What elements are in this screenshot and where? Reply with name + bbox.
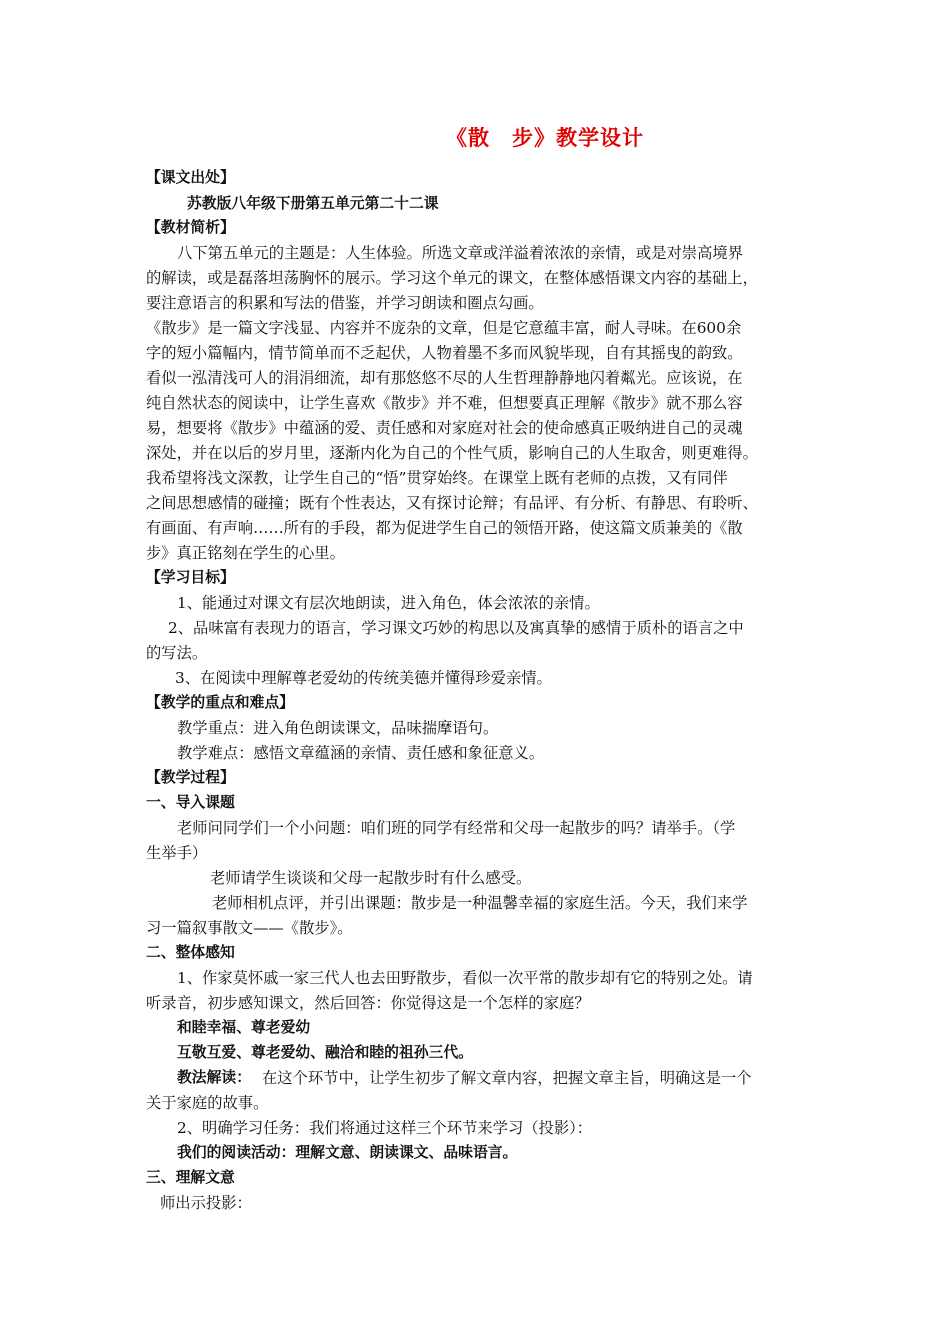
text-line: 师出示投影： xyxy=(160,1194,252,1212)
section-heading: 三、理解文意 xyxy=(146,1169,235,1186)
text-line: 的解读，或是磊落坦荡胸怀的展示。学习这个单元的课文，在整体感悟课文内容的基础上， xyxy=(146,269,758,287)
text-line: 老师相机点评，并引出课题：散步是一种温馨幸福的家庭生活。今天，我们来学 xyxy=(212,894,748,912)
text-line: 生举手） xyxy=(146,844,208,862)
section-heading: 我们的阅读活动：理解文意、朗读课文、品味语言。 xyxy=(177,1144,518,1161)
text-line: 易，想要将《散步》中蕴涵的爱、责任感和对家庭对社会的使命感真正吸纳进自己的灵魂 xyxy=(146,419,743,437)
text-line: 《散步》是一篇文字浅显、内容并不庞杂的文章，但是它意蕴丰富，耐人寻味。在600余 xyxy=(146,319,742,337)
section-heading: 互敬互爱、尊老爱幼、融洽和睦的祖孙三代。 xyxy=(177,1044,473,1061)
text-line: 关于家庭的故事。 xyxy=(146,1094,269,1112)
method-label: 教法解读： xyxy=(177,1069,251,1086)
text-line: 3、在阅读中理解尊老爱幼的传统美德并懂得珍爱亲情。 xyxy=(175,669,552,687)
text-line: 2、品味富有表现力的语言，学习课文巧妙的构思以及寓真挚的感情于质朴的语言之中 xyxy=(168,619,744,637)
text-line: 看似一泓清浅可人的涓涓细流，却有那悠悠不尽的人生哲理静静地闪着粼光。应该说，在 xyxy=(146,369,743,387)
section-heading: 【课文出处】 xyxy=(146,169,235,186)
section-heading: 二、整体感知 xyxy=(146,944,235,961)
section-heading: 【教学过程】 xyxy=(146,769,235,786)
section-heading: 和睦幸福、尊老爱幼 xyxy=(177,1019,311,1036)
section-heading: 【教材简析】 xyxy=(146,219,235,236)
text-line: 听录音，初步感知课文，然后回答：你觉得这是一个怎样的家庭？ xyxy=(146,994,590,1012)
text-line: 八下第五单元的主题是：人生体验。所选文章或洋溢着浓浓的亲情，或是对崇高境界 xyxy=(177,244,743,262)
text-line: 字的短小篇幅内，情节简单而不乏起伏，人物着墨不多而风貌毕现，自有其摇曳的韵致。 xyxy=(146,344,743,362)
text-line: 在这个环节中，让学生初步了解文章内容，把握文章主旨，明确这是一个 xyxy=(262,1069,752,1087)
text-line: 老师问同学们一个小问题：咱们班的同学有经常和父母一起散步的吗？请举手。（学 xyxy=(177,819,736,837)
page-title: 《散 步》教学设计 xyxy=(446,126,644,150)
section-heading: 【学习目标】 xyxy=(146,569,235,586)
text-line: 我希望将浅文深教，让学生自己的“悟”贯穿始终。在课堂上既有老师的点拨，又有同伴 xyxy=(146,469,728,487)
text-line: 习一篇叙事散文——《散步》。 xyxy=(146,919,353,937)
text-line: 1、作家莫怀戚一家三代人也去田野散步，看似一次平常的散步却有它的特别之处。请 xyxy=(177,969,753,987)
text-line: 之间思想感情的碰撞；既有个性表达，又有探讨论辩；有品评、有分析、有静思、有聆听、 xyxy=(146,494,758,512)
text-line: 有画面、有声响……所有的手段，都为促进学生自己的领悟开路，使这篇文质兼美的《散 xyxy=(146,519,743,537)
text-line: 2、明确学习任务：我们将通过这样三个环节来学习（投影）： xyxy=(177,1119,593,1137)
text-line: 教学难点：感悟文章蕴涵的亲情、责任感和象征意义。 xyxy=(177,744,545,762)
section-heading: 【教学的重点和难点】 xyxy=(146,694,294,711)
text-line: 纯自然状态的阅读中，让学生喜欢《散步》并不难，但想要真正理解《散步》就不那么容 xyxy=(146,394,743,412)
text-line: 的写法。 xyxy=(146,644,208,662)
text-line: 老师请学生谈谈和父母一起散步时有什么感受。 xyxy=(210,869,532,887)
text-line: 要注意语言的积累和写法的借鉴，并学习朗读和圈点勾画。 xyxy=(146,294,544,312)
text-line: 步》真正铭刻在学生的心里。 xyxy=(146,544,345,562)
text-line: 1、能通过对课文有层次地朗读，进入角色，体会浓浓的亲情。 xyxy=(177,594,600,612)
text-line: 深处，并在以后的岁月里，逐渐内化为自己的个性气质，影响自己的人生取舍，则更难得。 xyxy=(146,444,758,462)
text-line: 教学重点：进入角色朗读课文，品味揣摩语句。 xyxy=(177,719,499,737)
section-heading: 一、导入课题 xyxy=(146,794,235,811)
section-heading: 苏教版八年级下册第五单元第二十二课 xyxy=(187,195,439,212)
